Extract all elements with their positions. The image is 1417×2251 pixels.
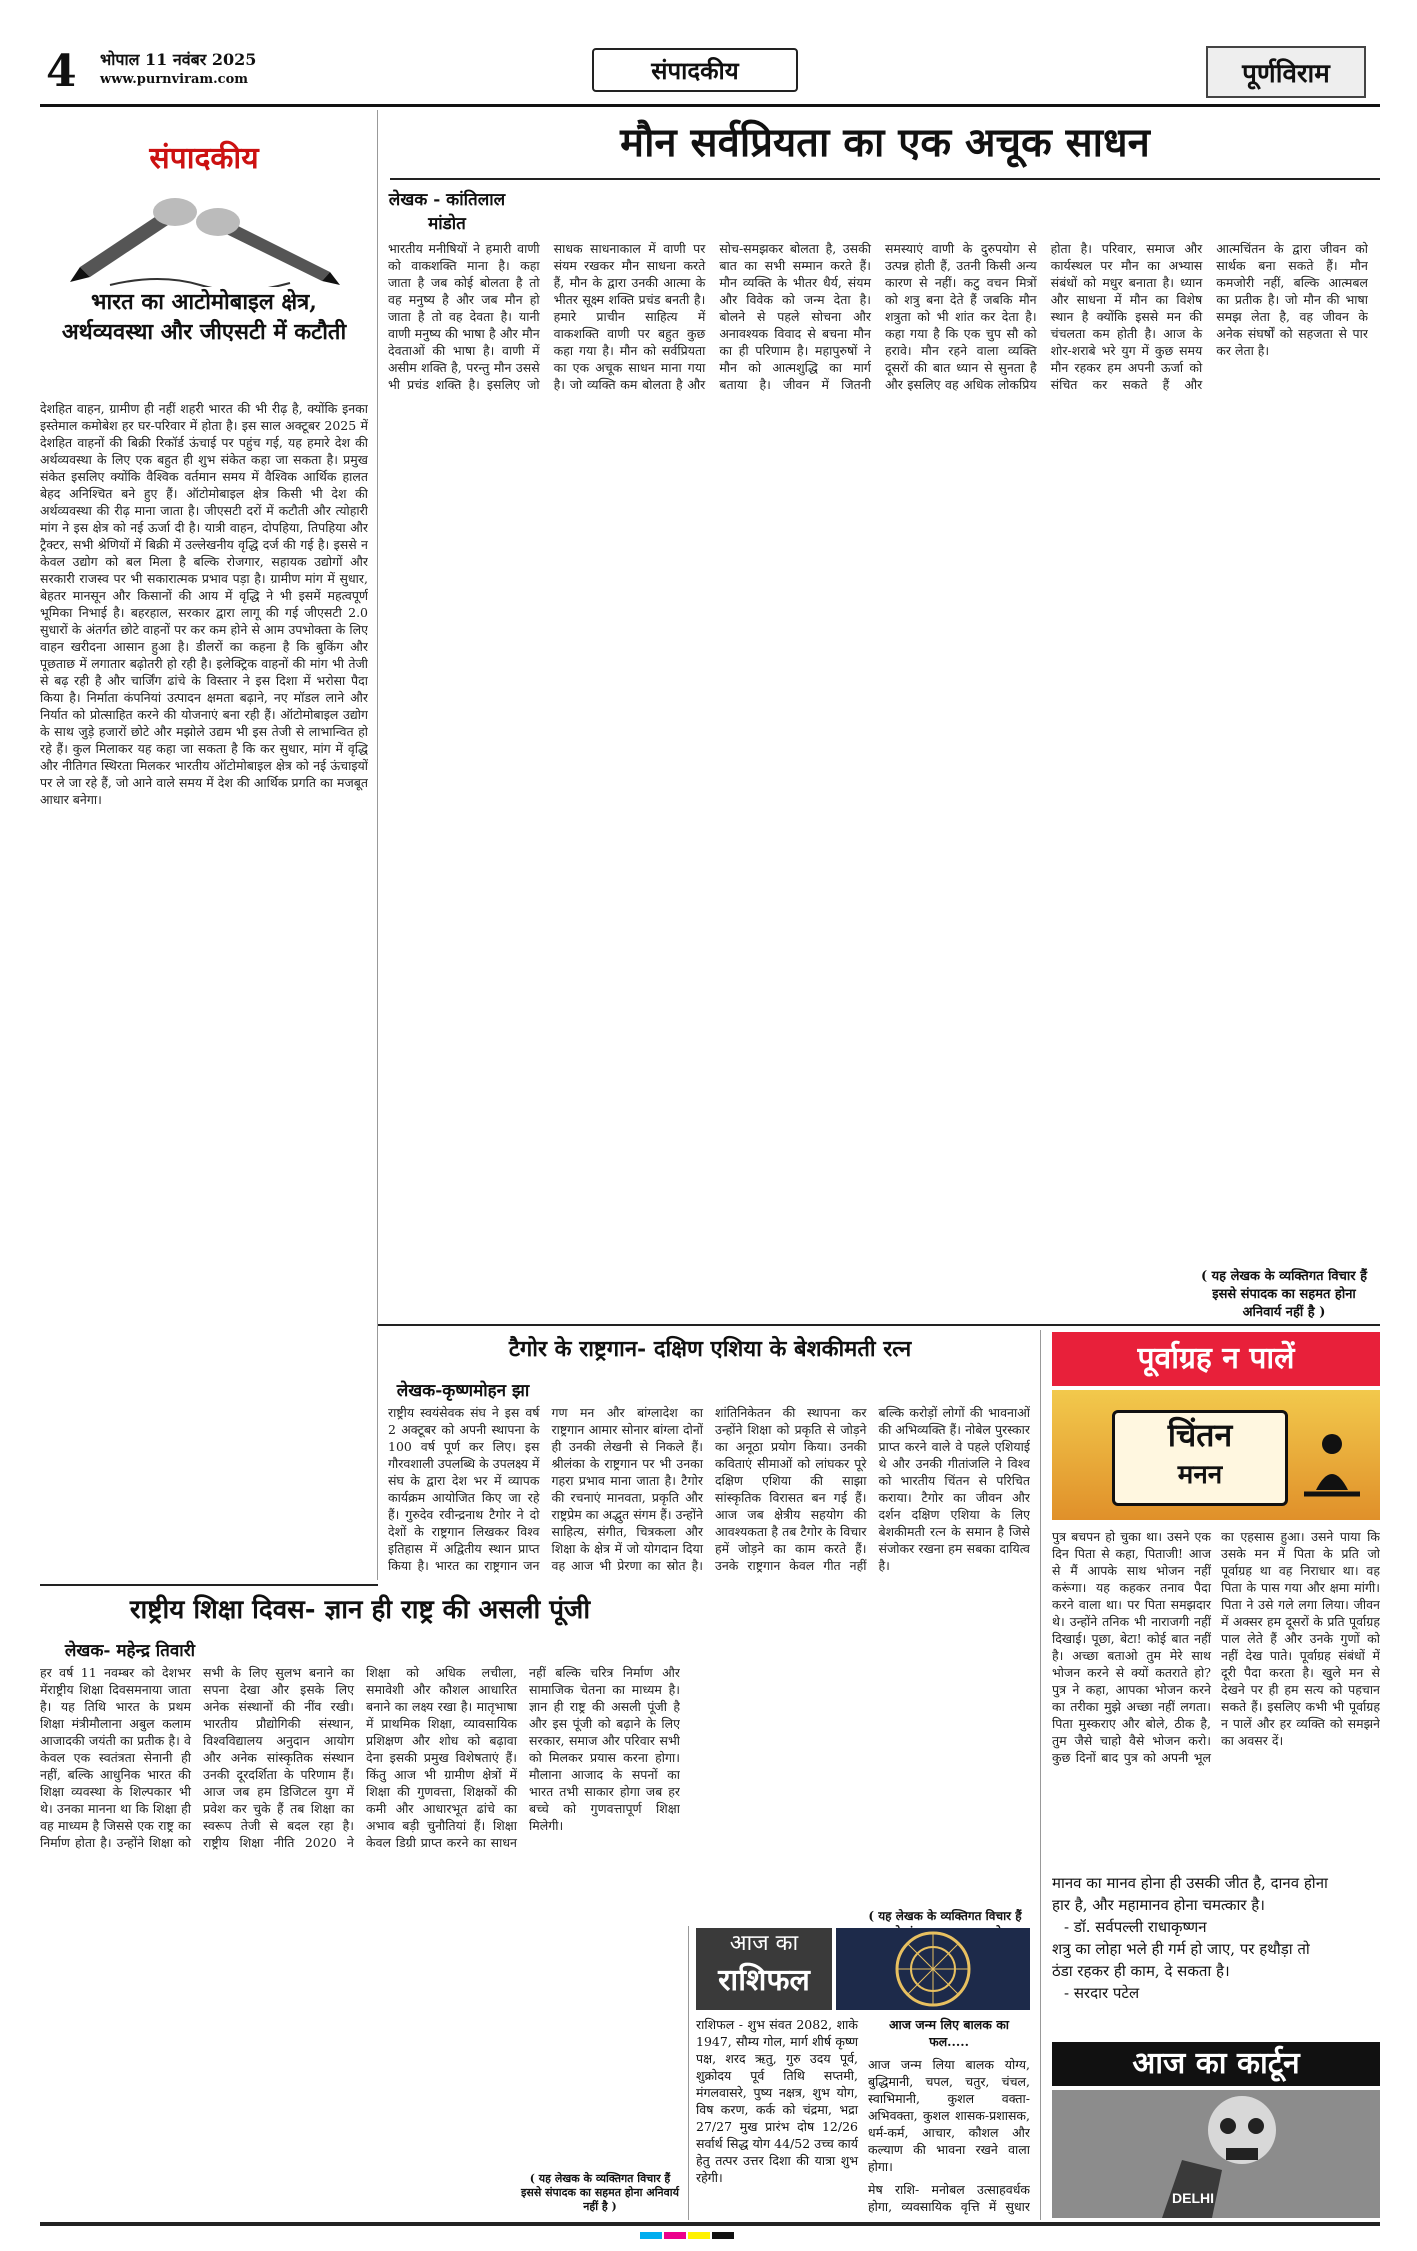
purvagrah-paragraph: पुत्र बचपन हो चुका था। उसने एक दिन पिता से कहा, पिताजी! आज से मैं आपके साथ भोजन नहीं करूंगा। यह कहकर तनाव पैदा करने वाला था। पर पिता समझदार थे। उन्होंने तनिक भी नाराजगी नहीं दिखाई। पूछा, बेटा! कोई बात नहीं है। अच्छा बताओ तुम मेरे साथ भोजन करने से क्यों कतराते हो? पुत्र ने कहा, आपका भोजन करने का तरीका मुझे अच्छा नहीं लगता। पिता मुस्कराए और बोले, ठीक है, तुम जैसे चाहो वैसे भोजन करो। कुछ दिनों बाद पुत्र को अपनी भूल का एहसास हुआ। उसने पाया कि उसके मन में पिता के प्रति जो पूर्वाग्रह था वह निराधार था। वह पिता के पास गया और क्षमा मांगी। पिता ने उसे गले लगा लिया। जीवन में अक्सर हम दूसरों के प्रति पूर्वाग्रह पाल लेते हैं और उनके गुणों को नहीं देख पाते। पूर्वाग्रह संबंधों में दूरी पैदा करता है। खुले मन से देखने पर ही हम सत्य को पहचान सकते हैं। इसलिए कभी भी पूर्वाग्रह न पालें और हर व्यक्ति को समझने का अवसर दें। [1052, 1529, 1380, 1765]
rashifal-title-line2: राशिफल [718, 1963, 810, 1998]
lead-byline-name: मांडोत [428, 214, 466, 234]
section-label [592, 48, 798, 92]
cartoon-title: आज का कार्टून [1052, 2042, 1380, 2086]
lead-byline-prefix: लेखक - कांतिलाल [388, 190, 506, 210]
brand-logo [1206, 46, 1366, 98]
rashifal-title-line1: आज का [729, 1931, 799, 1956]
shiksha-headline: राष्ट्रीय शिक्षा दिवस- ज्ञान ही राष्ट्र की असली पूंजी [129, 1595, 591, 1625]
quotes-box [1052, 1872, 1380, 2036]
quote-1-line1: मानव का मानव होना ही उसकी जीत है, दानव होना [1052, 1874, 1328, 1892]
manan-text: मनन [1177, 1460, 1223, 1490]
rashifal-body [696, 2016, 1030, 2220]
tagore-disclaimer-line1: ( यह लेखक के व्यक्तिगत विचार हैं [868, 1909, 1022, 1923]
editorial-header [40, 136, 368, 386]
lead-paragraph: भारतीय मनीषियों ने हमारी वाणी को वाकशक्ति माना है। कहा जाता है जब कोई बोलता है तो वह मनुष्य है और जब मौन हो जाता है तो वह देवता है। यानी वाणी मनुष्य की भाषा है और मौन देवताओं की भाषा है। वाणी में असीम शक्ति है, परन्तु मौन उससे भी प्रचंड शक्ति है। इसलिए जो साधक साधनाकाल में वाणी पर संयम रखकर मौन साधना करते हैं, मौन के द्वारा उनकी आत्मा के भीतर सूक्ष्म शक्ति प्रचंड बनती है। हमारे प्राचीन साहित्य में वाकशक्ति वाणी पर बहुत कुछ कहा गया है। मौन को सर्वप्रियता का एक अचूक साधन माना गया है। जो व्यक्ति कम बोलता है और सोच-समझकर बोलता है, उसकी बात का सभी सम्मान करते हैं। मौन व्यक्ति के भीतर धैर्य, संयम और विवेक को जन्म देता है। बोलने से पहले सोचना और अनावश्यक विवाद से बचना मौन का ही परिणाम है। महापुरुषों ने मौन को आत्मशुद्धि का मार्ग बताया है। जीवन में जितनी समस्याएं वाणी के दुरुपयोग से उत्पन्न होती हैं, उतनी किसी अन्य कारण से नहीं। कटु वचन मित्रों को शत्रु बना देते हैं जबकि मौन शत्रुता को भी शांत कर देता है। कहा गया है कि एक चुप सौ को हरावे। मौन रहने वाला व्यक्ति दूसरों की बात ध्यान से सुनता है और इसलिए वह अधिक लोकप्रिय होता है। परिवार, समाज और कार्यस्थल पर मौन का अभ्यास संबंधों को मधुर बनाता है। ध्यान और साधना में मौन का विशेष स्थान है क्योंकि इससे मन की चंचलता कम होती है। आज के शोर-शराबे भरे युग में कुछ समय मौन रहकर हम अपनी ऊर्जा को संचित कर सकते हैं और आत्मचिंतन के द्वारा जीवन को सार्थक बना सकते हैं। मौन कमजोरी नहीं, बल्कि आत्मबल का प्रतीक है। जो मौन की भाषा समझ लेता है, वह जीवन के अनेक संघर्षों को सहजता से पार कर लेता है। [388, 241, 1368, 392]
shiksha-disclaimer: ( यह लेखक के व्यक्तिगत विचार हैं इससे संपादक का सहमत होना अनिवार्य नहीं है ) [520, 2172, 679, 2213]
quote-2-line1: शत्रु का लोहा भले ही गर्म हो जाए, पर हथौड़ा तो [1052, 1940, 1310, 1958]
chintan-manan-image [1052, 1390, 1380, 1520]
meditation-icon [1302, 1430, 1362, 1500]
zodiac-wheel-icon [836, 1928, 1030, 2010]
registration-mark [688, 2232, 710, 2239]
tagore-paragraph: राष्ट्रीय स्वयंसेवक संघ ने इस वर्ष 2 अक्टूबर को अपनी स्थापना के 100 वर्ष पूर्ण कर लिए। इस गौरवशाली उपलब्धि के उपलक्ष्य में संघ के द्वारा देश भर में व्यापक कार्यक्रम आयोजित किए जा रहे हैं। गुरुदेव रवीन्द्रनाथ टैगोर ने दो देशों के राष्ट्रगान लिखकर विश्व इतिहास में अद्वितीय स्थान प्राप्त किया है। भारत का राष्ट्रगान जन गण मन और बांग्लादेश का राष्ट्रगान आमार सोनार बांग्ला दोनों ही उनकी लेखनी से निकले हैं। श्रीलंका के राष्ट्रगान पर भी उनका गहरा प्रभाव माना जाता है। टैगोर की रचनाएं मानवता, प्रकृति और राष्ट्रप्रेम का अद्भुत संगम हैं। उन्होंने साहित्य, संगीत, चित्रकला और शिक्षा के क्षेत्र में जो योगदान दिया वह आज भी प्रेरणा का स्रोत है। शांतिनिकेतन की स्थापना कर उन्होंने शिक्षा को प्रकृति से जोड़ने का अनूठा प्रयोग किया। उनकी कविताएं सीमाओं को लांघकर पूरे दक्षिण एशिया की साझा सांस्कृतिक विरासत बन गई हैं। आज जब क्षेत्रीय सहयोग की आवश्यकता है तब टैगोर के विचार हमें जोड़ने का काम करते हैं। उनके राष्ट्रगान केवल गीत नहीं बल्कि करोड़ों लोगों की भावनाओं की अभिव्यक्ति हैं। नोबेल पुरस्कार प्राप्त करने वाले वे पहले एशियाई थे और उनकी गीतांजलि ने विश्व को भारतीय चिंतन से परिचित कराया। टैगोर का जीवन और दर्शन दक्षिण एशिया के लिए बेशकीमती रत्न के समान है जिसे संजोकर रखना हम सबका दायित्व है। [388, 1405, 1030, 1573]
rashifal-title [696, 1928, 832, 2010]
issue-date: भोपाल 11 नवंबर 2025 [100, 50, 257, 69]
registration-mark [712, 2232, 734, 2239]
tagore-headline: टैगोर के राष्ट्रगान- दक्षिण एशिया के बेशकीमती रत्न [508, 1336, 912, 1362]
registration-marks [640, 2232, 734, 2239]
header-rule [40, 104, 1380, 107]
shiksha-paragraph: हर वर्ष 11 नवम्बर को देशभर मेंराष्ट्रीय शिक्षा दिवसमनाया जाता है। यह तिथि भारत के प्रथम शिक्षा मंत्रीमौलाना अबुल कलाम आजादकी जयंती का प्रतीक है। वे केवल एक स्वतंत्रता सेनानी ही नहीं, बल्कि आधुनिक भारत की शिक्षा व्यवस्था के शिल्पकार भी थे। उनका मानना था कि शिक्षा ही वह माध्यम है जिससे एक राष्ट्र का निर्माण होता है। उन्होंने शिक्षा को सभी के लिए सुलभ बनाने का सपना देखा और इसके लिए अनेक संस्थानों की नींव रखी। भारतीय प्रौद्योगिकी संस्थान, विश्वविद्यालय अनुदान आयोग और अनेक सांस्कृतिक संस्थान उनकी दूरदर्शिता के परिणाम हैं। आज जब हम डिजिटल युग में प्रवेश कर चुके हैं तब शिक्षा का स्वरूप तेजी से बदल रहा है। राष्ट्रीय शिक्षा नीति 2020 ने शिक्षा को अधिक लचीला, समावेशी और कौशल आधारित बनाने का लक्ष्य रखा है। मातृभाषा में प्राथमिक शिक्षा, व्यावसायिक प्रशिक्षण और शोध को बढ़ावा देना इसकी प्रमुख विशेषताएं हैं। किंतु आज भी ग्रामीण क्षेत्रों में शिक्षा की गुणवत्ता, शिक्षकों की कमी और आधारभूत ढांचे का अभाव बड़ी चुनौतियां हैं। शिक्षा केवल डिग्री प्राप्त करने का साधन नहीं बल्कि चरित्र निर्माण और सामाजिक चेतना का माध्यम है। ज्ञान ही राष्ट्र की असली पूंजी है और इस पूंजी को बढ़ाने के लिए सरकार, समाज और परिवार सभी को मिलकर प्रयास करना होगा। मौलाना आजाद के सपनों का भारत तभी साकार होगा जब हर बच्चे को गुणवत्तापूर्ण शिक्षा मिलेगी। [40, 1665, 680, 1850]
tagore-byline: लेखक-कृष्णमोहन झा [396, 1381, 530, 1401]
quote-2-line2: ठंडा रहकर ही काम, दे सकता है। [1052, 1962, 1230, 1980]
editorial-body [40, 400, 368, 1570]
lead-disclaimer-line1: ( यह लेखक के व्यक्तिगत विचार हैं [1200, 1269, 1368, 1284]
editorial-label: संपादकीय [149, 141, 259, 176]
footer-rule [40, 2222, 1380, 2226]
page-number: 4 [46, 46, 77, 97]
lead-disclaimer [1188, 1268, 1380, 1322]
purvagrah-title: पूर्वाग्रह न पालें [1052, 1332, 1380, 1386]
purvagrah-body [1052, 1528, 1380, 1862]
brand-name: पूर्णविराम [1242, 59, 1330, 89]
quote-2-author: - सरदार पटेल [1064, 1984, 1140, 2002]
column-divider [688, 1926, 689, 2220]
cartoon-image [1052, 2090, 1380, 2218]
editorial-title-line1: भारत का आटोमोबाइल क्षेत्र, [91, 289, 317, 315]
skull-smog-icon [1052, 2090, 1380, 2218]
lead-byline [382, 188, 512, 236]
rashifal-heading: आज जन्म लिए बालक का फल..... [888, 2017, 1010, 2049]
quote-1-author: - डॉ. सर्वपल्ली राधाकृष्णन [1064, 1918, 1207, 1936]
column-divider [1040, 1330, 1041, 2220]
lead-headline: मौन सर्वप्रियता का एक अचूक साधन [620, 119, 1150, 166]
quote-1-line2: हार है, और महामानव होना चमत्कार है। [1052, 1896, 1265, 1914]
editorial-title-line2: अर्थव्यवस्था और जीएसटी में कटौती [61, 319, 347, 345]
rashifal-intro: राशिफल - शुभ संवत 2082, शाके 1947, सौम्य गोल, मार्ग शीर्ष कृष्ण पक्ष, शरद ऋतु, गुरु उदय पूर्व, शुक्रोदय पूर्व तिथि सप्तमी, मंगलवासरे, पुष्य नक्षत्र, शुभ योग, विष करण, कर्क को चंद्रमा, भद्रा 27/27 मुख प्रारंभ दोष 12/26 सर्वार्थ सिद्ध योग 44/52 उच्च कार्य हेतु तत्पर उत्तर दिशा की यात्रा शुभ रहेगी। [696, 2017, 858, 2185]
lead-body [388, 240, 1368, 1260]
rashifal-child: आज जन्म लिया बालक योग्य, बुद्धिमानी, चपल, चतुर, चंचल, स्वाभिमानी, कुशल वक्ता-अभिवक्ता, कुशल शासक-प्रशासक, धर्म-कर्म, आचार, कौशल और कल्याण की भावना रखने वाला होगा। [868, 2057, 1030, 2174]
shiksha-byline: लेखक- महेन्द्र तिवारी [64, 1641, 196, 1661]
column-divider [377, 110, 378, 1580]
chintan-text: चिंतन [1167, 1416, 1233, 1454]
chintan-manan-label [1112, 1410, 1288, 1506]
website-link[interactable]: www.purnviram.com [100, 72, 249, 87]
registration-mark [664, 2232, 686, 2239]
lead-disclaimer-line2: इससे संपादक का सहमत होना [1212, 1287, 1356, 1302]
pen-writing-icon [40, 177, 368, 287]
lead-headline-rule [390, 178, 1380, 180]
section-rule [378, 1324, 1380, 1326]
registration-mark [640, 2232, 662, 2239]
cartoon-label: DELHI [1172, 2190, 1214, 2206]
section-rule [40, 1584, 378, 1586]
shiksha-body [40, 1664, 680, 2174]
lead-disclaimer-line3: अनिवार्य नहीं है ) [1242, 1305, 1326, 1320]
rashi-mesh: मेष राशि- मनोबल उत्साहवर्धक होगा, व्यवसायिक वृत्ति में सुधार [868, 2182, 1030, 2214]
editorial-paragraph: देशहित वाहन, ग्रामीण ही नहीं शहरी भारत की भी रीढ़ है, क्योंकि इनका इस्तेमाल कमोबेश हर घर-परिवार में होता है। इस साल अक्टूबर 2025 में देशहित वाहनों की बिक्री रिकॉर्ड ऊंचाई पर पहुंच गई, यह हमारे देश की अर्थव्यवस्था के लिए एक बहुत ही शुभ संकेत कहा जा सकता है। प्रमुख संकेत इसलिए क्योंकि वैश्विक वर्तमान समय में वैश्विक आर्थिक हालत बेहद अनिश्चित बने हुए हैं। ऑटोमोबाइल क्षेत्र किसी भी देश की अर्थव्यवस्था की रीढ़ माना जाता है। जीएसटी दरों में कटौती और त्योहारी मांग ने इस क्षेत्र को नई ऊर्जा दी है। यात्री वाहन, दोपहिया, तिपहिया और ट्रैक्टर, सभी श्रेणियों में बिक्री में उल्लेखनीय वृद्धि दर्ज की गई है। इससे न केवल उद्योग को बल मिला है बल्कि रोजगार, सहायक उद्योगों और सरकारी राजस्व पर भी सकारात्मक प्रभाव पड़ा है। ग्रामीण मांग में सुधार, बेहतर मानसून और किसानों की आय में वृद्धि ने भी इसमें महत्वपूर्ण भूमिका निभाई है। बहरहाल, सरकार द्वारा लागू की गई जीएसटी 2.0 सुधारों के अंतर्गत छोटे वाहनों पर कर कम होने से आम उपभोक्ता के लिए वाहन खरीदना आसान हुआ है। डीलरों का कहना है कि बुकिंग और पूछताछ में लगातार बढ़ोतरी हो रही है। इलेक्ट्रिक वाहनों की मांग भी तेजी से बढ़ रही है और चार्जिंग ढांचे के विस्तार ने इस दिशा में भरोसा पैदा किया है। निर्माता कंपनियां उत्पादन क्षमता बढ़ाने, नए मॉडल लाने और निर्यात को प्रोत्साहित करने की योजनाएं बना रही हैं। ऑटोमोबाइल उद्योग के साथ जुड़े हजारों छोटे और मझोले उद्यम भी इस तेजी से लाभान्वित हो रहे हैं। कुल मिलाकर यह कहा जा सकता है कि कर सुधार, मांग में वृद्धि और नीतिगत स्थिरता मिलकर भारतीय ऑटोमोबाइल क्षेत्र को नई ऊंचाइयों पर ले जा रहे हैं, जो आने वाले समय में देश की आर्थिक प्रगति का मजबूत आधार बनेगा। [40, 401, 368, 807]
section-label-text: संपादकीय [651, 55, 739, 85]
